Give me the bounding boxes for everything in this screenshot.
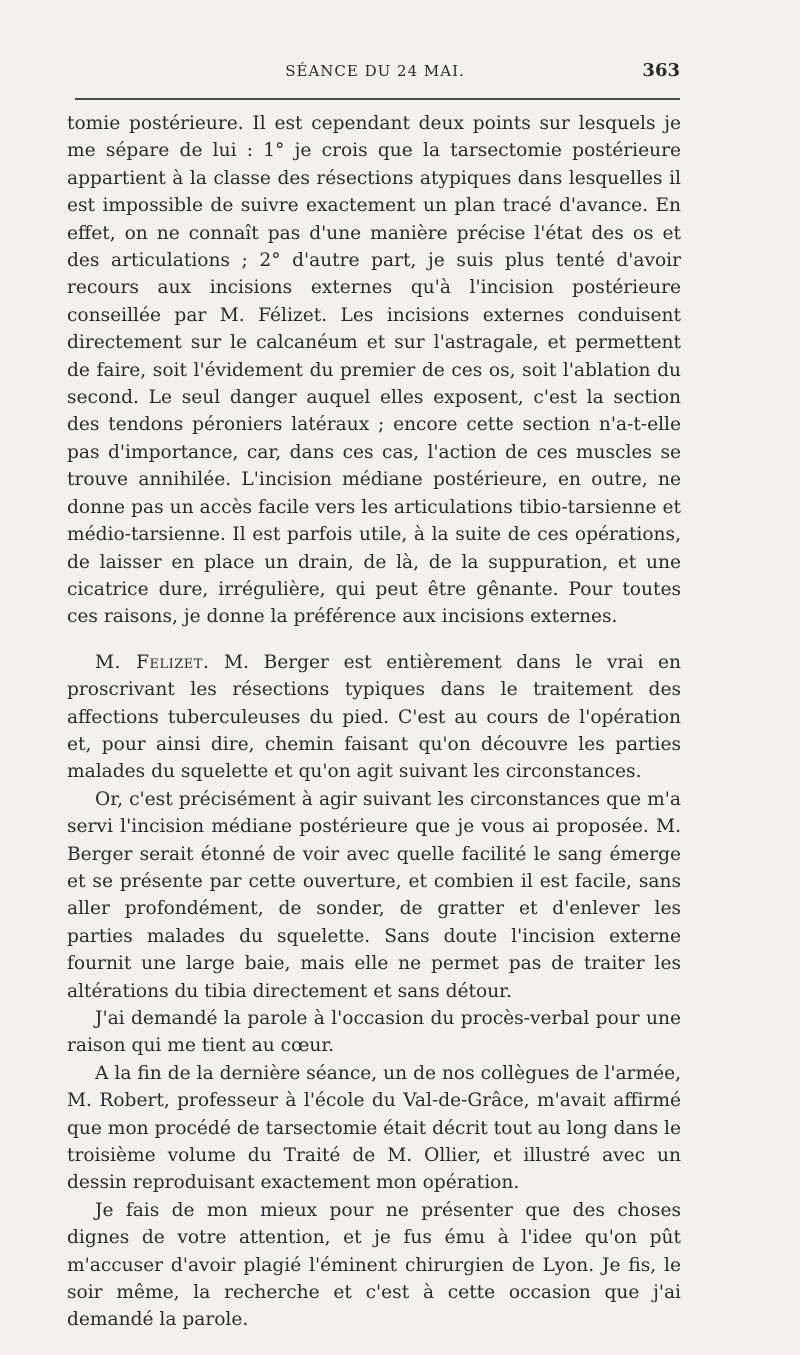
paragraph-4: J'ai demandé la parole à l'occasion du procès-verbal pour une raison qui me tient au cœur.: [67, 1008, 681, 1057]
running-title: SÉANCE DU 24 MAI.: [285, 62, 465, 80]
paragraph-6: Je fais de mon mieux pour ne présenter que des choses dignes de votre attention, et je fus ému à l'idee qu'on pût m'accuser d'avoir plagié l'éminent chirurgien de Lyon. Je fis, le soir même, la recherche et c'est à cette occasion que j'ai demandé la parole.: [67, 1199, 681, 1331]
paragraph-3: Or, c'est précisément à agir suivant les circonstances que m'a servi l'incision médiane postérieure que je vous ai proposée. M. Berger serait étonné de voir avec quelle facilité le sang émerge et se présente par cette ouverture, et combien il est facile, sans aller profondément, de sonder, de gratter et d'enlever les parties malades du squelette. Sans doute l'incision externe fournit une large baie, mais elle ne permet pas de traiter les altérations du tibia directement et sans détour.: [67, 788, 681, 1002]
paragraph-5: A la fin de la dernière séance, un de nos collègues de l'armée, M. Robert, professeur à l'école du Val-de-Grâce, m'avait affirmé que mon procédé de tarsectomie était décrit tout au long dans le troisième volume du Traité de M. Ollier, et illustré avec un dessin reproduisant exactement mon opération.: [67, 1062, 681, 1194]
paragraph-2: [67, 649, 681, 786]
speaker-name: M. Felizet.: [95, 651, 210, 673]
body-text: [67, 110, 681, 1334]
header-rule: [75, 98, 680, 100]
paragraph-2-text: M. Berger est entièrement dans le vrai en proscrivant les résections typiques dans le traitement des affections tuberculeuses du pied. C'est au cours de l'opération et, pour ainsi dire, chemin faisant qu'on découvre les parties malades du squelette et qu'on agit suivant les circonstances.: [67, 651, 682, 783]
page-number: 363: [642, 60, 680, 81]
paragraph-1: tomie postérieure. Il est cependant deux points sur lesquels je me sépare de lui : 1° je crois que la tarsectomie postérieure appartient à la classe des résections atypiques dans lesquelles il est impossible de suivre exactement un plan tracé d'avance. En effet, on ne connaît pas d'une manière précise l'état des os et des articulations ; 2° d'autre part, je suis plus tenté d'avoir recours aux incisions externes qu'à l'incision postérieure conseillée par M. Félizet. Les incisions externes conduisent directement sur le calcanéum et sur l'astragale, et permettent de faire, soit l'évidement du premier de ces os, soit l'ablation du second. Le seul danger auquel elles exposent, c'est la section des tendons péroniers latéraux ; encore cette section n'a-t-elle pas d'importance, car, dans ces cas, l'action de ces muscles se trouve annihilée. L'incision médiane postérieure, en outre, ne donne pas un accès facile vers les articulations tibio-tarsienne et médio-tarsienne. Il est parfois utile, à la suite de ces opérations, de laisser en place un drain, de là, de la suppuration, et une cicatrice dure, irrégulière, qui peut être gênante. Pour toutes ces raisons, je donne la préférence aux incisions externes.: [67, 113, 681, 628]
page-header: [70, 62, 680, 90]
